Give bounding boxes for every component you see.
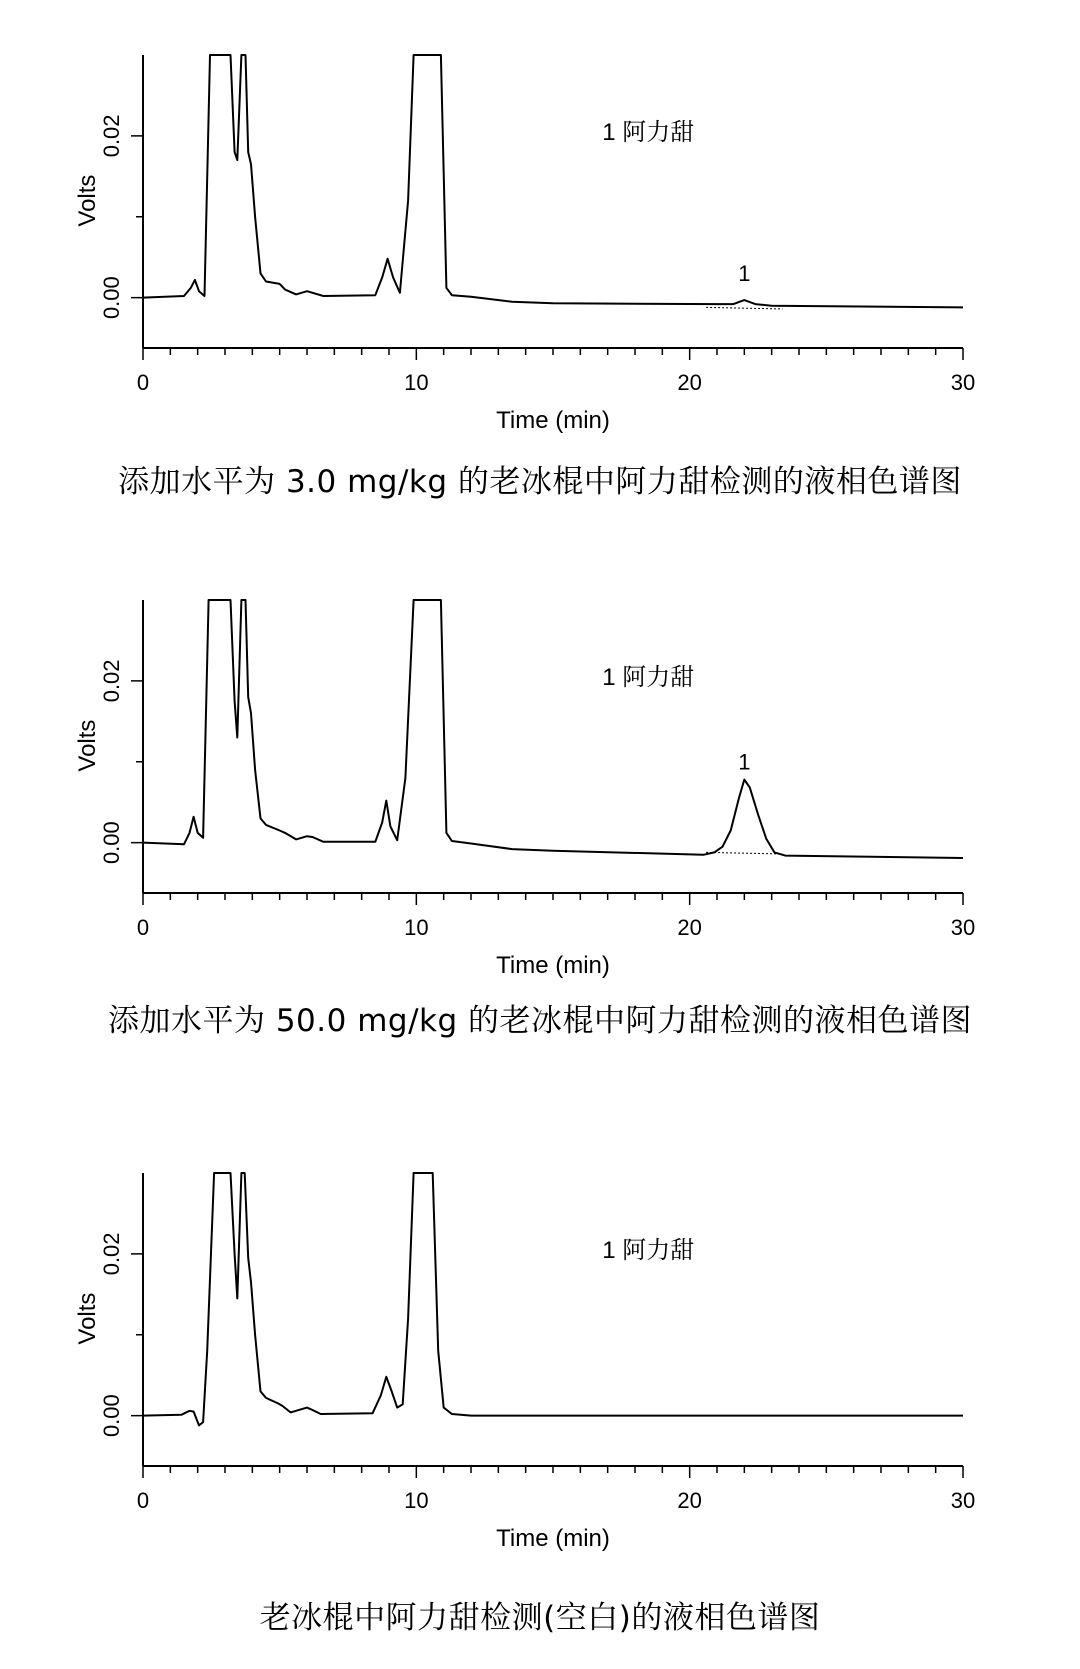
x-axis-title: Time (min)	[496, 952, 610, 979]
x-axis-title: Time (min)	[496, 407, 610, 434]
y-tick-label: 0.02	[99, 114, 124, 158]
x-tick-label: 0	[136, 915, 150, 940]
x-tick-label: 10	[404, 1488, 429, 1513]
y-tick-label: 0.00	[99, 276, 124, 320]
y-tick-label: 0.00	[99, 1394, 124, 1438]
y-axis-title: Volts	[74, 719, 101, 772]
x-tick-label: 0	[136, 370, 150, 395]
x-tick-label: 20	[677, 1488, 702, 1513]
y-tick-label: 0.02	[99, 1232, 124, 1276]
legend-label: 1 阿力甜	[602, 1236, 695, 1264]
x-tick-label: 10	[404, 370, 429, 395]
x-tick-label: 20	[677, 915, 702, 940]
x-tick-label: 30	[950, 1488, 976, 1513]
x-tick-label: 20	[677, 370, 702, 395]
chromatogram-trace	[143, 55, 963, 307]
x-tick-label: 30	[950, 915, 976, 940]
chromatogram-trace	[143, 600, 963, 858]
chromatogram-chart-3	[0, 1148, 1080, 1552]
legend-label: 1 阿力甜	[602, 118, 695, 146]
peak-baseline	[706, 307, 783, 309]
chromatogram-trace	[143, 1173, 963, 1425]
x-tick-label: 10	[404, 915, 429, 940]
x-tick-label: 30	[950, 370, 976, 395]
y-tick-label: 0.02	[99, 659, 124, 703]
legend-label: 1 阿力甜	[602, 663, 695, 691]
chart-caption: 添加水平为 50.0 mg/kg 的老冰棍中阿力甜检测的液相色谱图	[107, 1003, 973, 1039]
chart-caption: 老冰棍中阿力甜检测(空白)的液相色谱图	[259, 1600, 821, 1636]
peak-label: 1	[738, 749, 751, 775]
x-axis-title: Time (min)	[496, 1525, 610, 1552]
y-axis-title: Volts	[74, 174, 101, 227]
y-axis-title: Volts	[74, 1292, 101, 1345]
x-tick-label: 0	[136, 1488, 150, 1513]
peak-baseline	[706, 852, 783, 854]
peak-label: 1	[738, 261, 751, 287]
chromatogram-chart-1	[0, 30, 1080, 434]
chart-caption: 添加水平为 3.0 mg/kg 的老冰棍中阿力甜检测的液相色谱图	[118, 464, 962, 500]
chromatogram-chart-2	[0, 575, 1080, 979]
y-tick-label: 0.00	[99, 821, 124, 865]
